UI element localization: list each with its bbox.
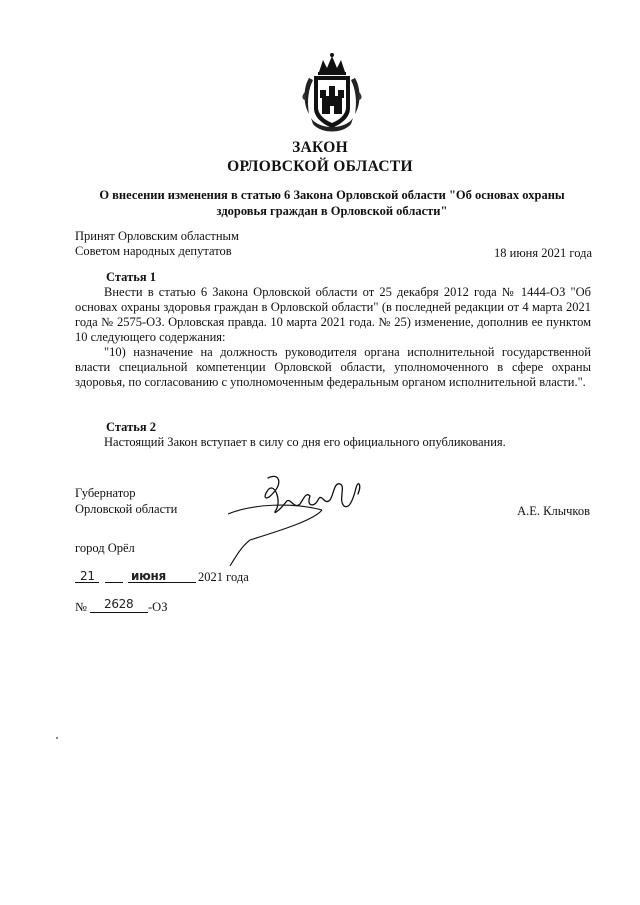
adoption-date: 18 июня 2021 года [494, 246, 592, 260]
adopted-by-line-2: Советом народных депутатов [75, 244, 232, 258]
signing-month: июня [131, 569, 166, 583]
signing-year: 2021 года [198, 570, 249, 584]
article-1-quote: "10) назначение на должность руководителя органа исполнительной государственной власти специальной компетенции Орловской области, уполномоченного в сфере охраны здоровья, по согласованию с уполномоченным федеральным органом исполнительной власти.". [75, 345, 591, 389]
law-number: 2628 [104, 597, 134, 611]
law-subject [82, 187, 582, 219]
law-subject-line-1: О внесении изменения в статью 6 Закона Орловской области "Об основах охраны [99, 188, 565, 202]
number-sign: № [75, 600, 87, 614]
law-title: ЗАКОН [292, 139, 348, 156]
law-number-suffix: -ОЗ [148, 600, 168, 614]
article-2-text: Настоящий Закон вступает в силу со дня его официального опубликования. [104, 435, 506, 449]
city: город Орёл [75, 541, 135, 555]
day-underline [75, 582, 99, 583]
governor-title-line-2: Орловской области [75, 502, 178, 516]
governor-name: А.Е. Клычков [517, 504, 590, 518]
handwritten-signature [222, 470, 372, 570]
adopted-by-line-1: Принят Орловским областным [75, 229, 239, 243]
governor-title-line-1: Губернатор [75, 486, 136, 500]
article-1-text: Внести в статью 6 Закона Орловской области от 25 декабря 2012 года № 1444-ОЗ "Об основах охраны здоровья граждан в Орловской области" (в последней редакции от 4 марта 2021 года № 2575-ОЗ. Орловская правда. 10 марта 2021 года. № 25) изменение, дополнив ее пунктом 10 следующего содержания: [75, 285, 591, 344]
signing-day: 21 [80, 569, 95, 583]
dash-underline [105, 582, 123, 583]
number-underline [90, 612, 148, 613]
coat-of-arms-emblem [301, 52, 363, 134]
region-title: ОРЛОВСКОЙ ОБЛАСТИ [227, 158, 413, 175]
article-2-heading: Статья 2 [106, 420, 156, 434]
law-subject-line-2: здоровья граждан в Орловской области" [216, 204, 448, 218]
article-1-heading: Статья 1 [106, 270, 156, 284]
scan-speck [56, 737, 58, 739]
month-underline [128, 582, 196, 583]
